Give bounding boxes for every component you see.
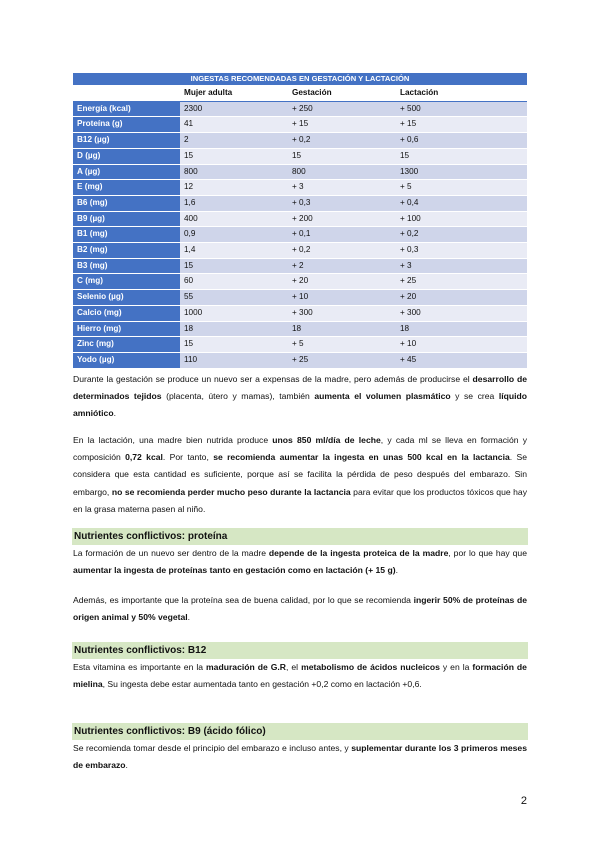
intake-value: 15 [180,258,288,274]
intake-value: + 100 [396,211,527,227]
nutrient-label: B9 (µg) [73,211,180,227]
bold-text-run: formación de mielina [73,662,527,690]
bold-text-run: aumenta el volumen plasmático [314,391,451,402]
text-run: , por lo que hay que [448,548,527,558]
intake-value: + 2 [288,258,396,274]
bold-text-run: unos 850 ml/día de leche [272,435,381,445]
text-run: , el [286,662,302,672]
intake-value: + 10 [396,337,527,353]
column-header: Mujer adulta [180,86,288,102]
bold-text-run: ingerir 50% de proteínas de origen animal y 50% vegetal [73,595,528,623]
text-run: y en la [439,662,473,672]
text-run: . [125,760,128,771]
intake-value: 2300 [180,101,288,117]
table-row [73,321,527,337]
intake-value: + 5 [288,337,396,353]
text-run: . [395,565,398,576]
intake-value: + 25 [396,274,527,290]
intake-value: + 0,1 [288,227,396,243]
intake-value: 400 [180,211,288,227]
column-header [73,86,180,102]
nutrient-label: Calcio (mg) [73,305,180,321]
table-row [73,211,527,227]
intake-value: 15 [180,337,288,353]
table-row [73,227,527,243]
page-number: 2 [520,795,527,807]
intake-value: 800 [180,164,288,180]
table-title: INGESTAS RECOMENDADAS EN GESTACIÓN Y LACTACIÓN [73,73,527,86]
b12-paragraph [73,659,527,693]
bold-text-run: no se recomienda perder mucho peso durante la lactancia [111,486,351,497]
table-row [73,164,527,180]
bold-text-run: suplementar durante los 3 primeros meses de embarazo [73,743,527,771]
bold-text-run: metabolismo de ácidos nucleicos [301,662,440,672]
intake-value: + 0,2 [288,243,396,259]
intro-paragraph-gestation [73,371,527,423]
table-row [73,148,527,164]
nutrient-label: B12 (µg) [73,133,180,149]
table-row [73,180,527,196]
intake-value: + 0,2 [288,133,396,149]
intake-value: + 0,2 [396,227,527,243]
intake-value: + 15 [396,117,527,133]
intake-value: + 5 [396,180,527,196]
intake-value: 2 [180,133,288,149]
protein-paragraph-1 [73,545,527,579]
table-row [73,352,527,368]
intake-value: + 3 [396,258,527,274]
section-heading-protein: Nutrientes conflictivos: proteína [72,528,528,545]
text-run: , Su ingesta debe estar aumentada tanto en gestación +0,2 como en lactación +0,6. [102,679,422,690]
protein-paragraph-2 [73,592,527,626]
table-row [73,290,527,306]
text-run: Esta vitamina es importante en la [73,662,207,672]
column-header: Lactación [396,86,527,102]
nutrient-label: Selenio (µg) [73,290,180,306]
nutrient-label: C (mg) [73,274,180,290]
text-run: y se crea [450,391,499,402]
b9-paragraph [73,740,527,774]
text-run: Además, es importante que la proteína sea de buena calidad, por lo que se recomienda [73,595,414,605]
intro-paragraph-lactation [73,432,527,518]
intake-value: 18 [180,321,288,337]
intake-value: + 20 [396,290,527,306]
text-run: . [187,612,191,623]
text-run: (placenta, útero y mamas), también [161,391,315,402]
nutrient-label: B6 (mg) [73,195,180,211]
text-run: . Se considera que esta cantidad es suficiente, porque así se facilita la pérdida de peso después del embarazo. Sin embargo, [73,452,528,497]
bold-text-run: 0,72 kcal [125,452,163,463]
text-run: La formación de un nuevo ser dentro de la madre [73,548,269,558]
table-row [73,101,527,117]
nutrient-label: Energía (kcal) [73,101,180,117]
intake-value: + 0,4 [396,195,527,211]
nutrient-label: Hierro (mg) [73,321,180,337]
intake-value: + 20 [288,274,396,290]
intake-value: 60 [180,274,288,290]
section-heading-b12: Nutrientes conflictivos: B12 [72,642,528,659]
intake-value: 1,6 [180,195,288,211]
table-row [73,337,527,353]
bold-text-run: líquido amniótico [73,391,527,419]
intake-value: 15 [396,148,527,164]
intake-value: + 15 [288,117,396,133]
intake-value: 0,9 [180,227,288,243]
intake-value: + 3 [288,180,396,196]
text-run: En la lactación, una madre bien nutrida produce [73,435,273,445]
table-body [73,101,527,368]
bold-text-run: desarrollo de determinados tejidos [73,374,528,402]
nutrient-label: Proteína (g) [73,117,180,133]
table-row [73,117,527,133]
table-row [73,243,527,259]
intake-value: + 300 [396,305,527,321]
table-row [73,305,527,321]
intake-value: 800 [288,164,396,180]
nutrient-label: B3 (mg) [73,258,180,274]
text-run: . Por tanto, [162,452,214,463]
intake-value: + 0,6 [396,133,527,149]
table-row [73,258,527,274]
nutrient-label: Yodo (µg) [73,352,180,368]
intake-value: 1300 [396,164,527,180]
nutrient-label: B1 (mg) [73,227,180,243]
bold-text-run: depende de la ingesta proteica de la madre [268,548,449,558]
text-run: para evitar que los productos tóxicos que hay en la grasa materna pasen al niño. [73,486,527,514]
intake-value: 110 [180,352,288,368]
bold-text-run: se recomienda aumentar la ingesta en unas 500 kcal en la lactancia [213,452,510,463]
intake-value: + 300 [288,305,396,321]
intake-value: + 500 [396,101,527,117]
column-header: Gestación [288,86,396,102]
text-run: . [113,408,116,419]
intake-value: 18 [396,321,527,337]
text-run: , y cada ml se lleva en formación y composición [73,435,527,463]
table-row [73,195,527,211]
intake-value: 55 [180,290,288,306]
text-run: Se recomienda tomar desde el principio del embarazo e incluso antes, y [73,743,352,753]
nutrient-label: D (µg) [73,148,180,164]
text-run: Durante la gestación se produce un nuevo ser a expensas de la madre, pero además de producirse el [73,374,473,384]
intake-value: + 0,3 [288,195,396,211]
nutrient-label: B2 (mg) [73,243,180,259]
recommended-intake-table [73,73,527,369]
intake-value: + 10 [288,290,396,306]
intake-value: 1,4 [180,243,288,259]
intake-value: + 0,3 [396,243,527,259]
table-row [73,133,527,149]
intake-value: 15 [288,148,396,164]
intake-value: + 25 [288,352,396,368]
bold-text-run: maduración de G.R [206,662,287,672]
intake-value: 12 [180,180,288,196]
table-row [73,274,527,290]
nutrient-label: A (µg) [73,164,180,180]
intake-value: + 250 [288,101,396,117]
intake-value: 41 [180,117,288,133]
section-heading-b9: Nutrientes conflictivos: B9 (ácido fólico) [72,723,528,740]
intake-value: 15 [180,148,288,164]
intake-value: 1000 [180,305,288,321]
nutrient-label: Zinc (mg) [73,337,180,353]
bold-text-run: aumentar la ingesta de proteínas tanto en gestación como en lactación (+ 15 g) [73,565,396,576]
intake-value: + 45 [396,352,527,368]
intake-value: + 200 [288,211,396,227]
intake-value: 18 [288,321,396,337]
nutrient-label: E (mg) [73,180,180,196]
